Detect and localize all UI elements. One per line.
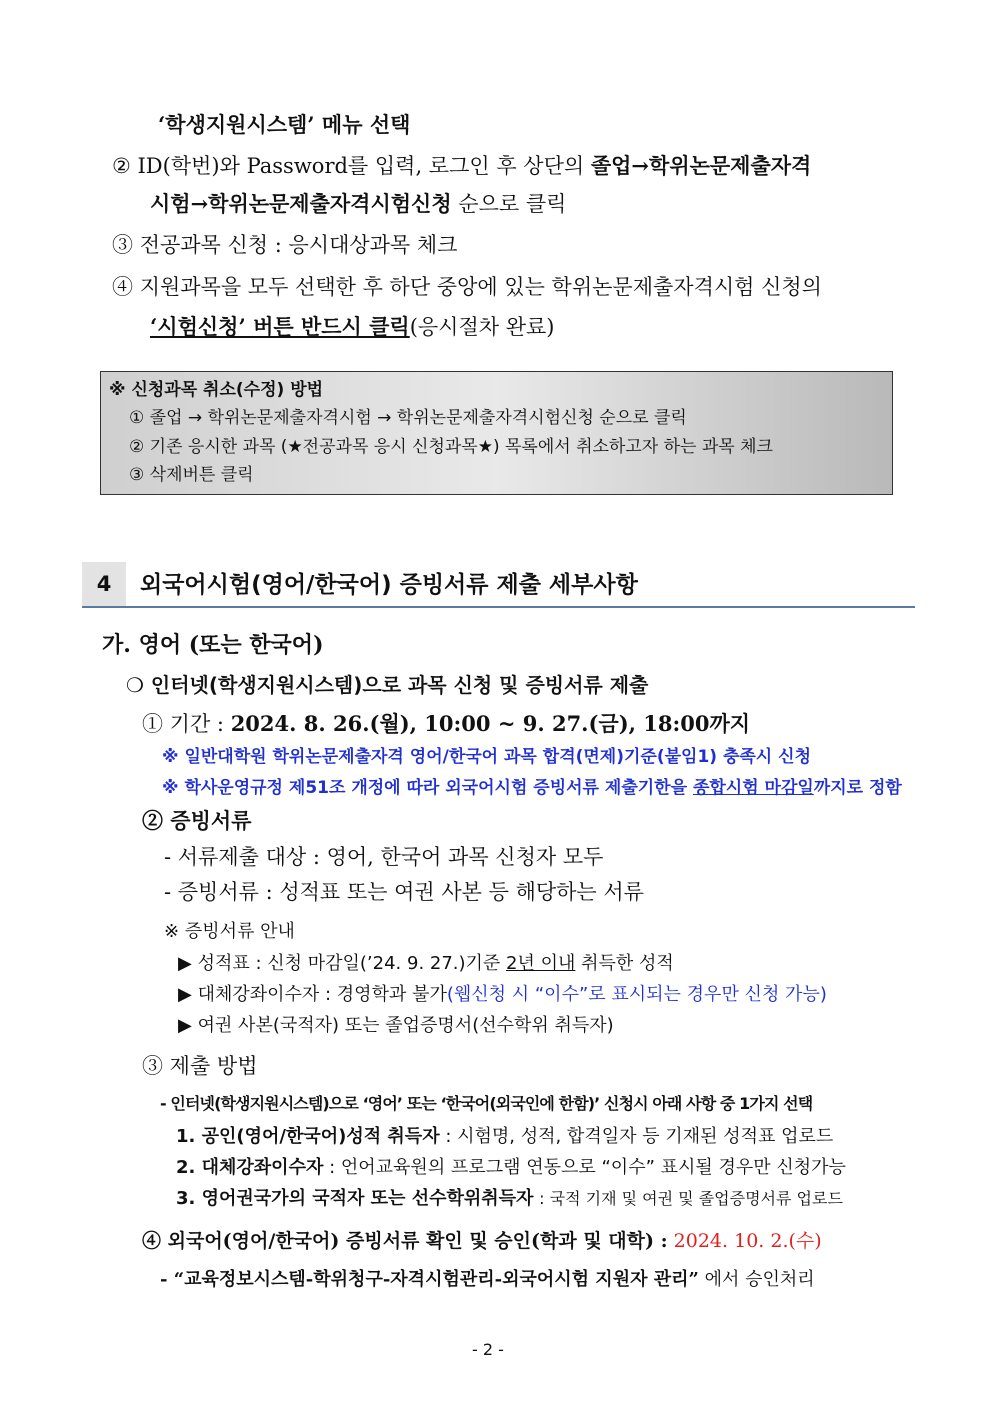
step3-number: ③ — [112, 233, 133, 257]
period-line — [142, 710, 750, 738]
docs-kind: - 증빙서류 : 성적표 또는 여권 사본 등 해당하는 서류 — [164, 880, 644, 904]
step2-text-a: ID(학번)와 Password를 입력, 로그인 후 상단의 — [137, 154, 585, 178]
method-3-b: : 국적 기재 및 여권 및 졸업증명서류 업로드 — [539, 1189, 843, 1208]
method-1-a: 1. 공인(영어/한국어)성적 취득자 — [176, 1126, 440, 1147]
confirm-desc — [160, 1266, 815, 1294]
step2-line2 — [150, 190, 566, 218]
confirm-line — [142, 1227, 822, 1255]
note-criteria: ※ 일반대학원 학위논문제출자격 영어/한국어 과목 합격(면제)기준(붙임1) 충족시 신청 — [162, 747, 811, 767]
note-regulation-a: ※ 학사운영규정 제51조 개정에 따라 외국어시험 증빙서류 제출기한을 — [162, 778, 688, 798]
method-2-a: 2. 대체강좌이수자 — [176, 1157, 324, 1178]
method-2-b: : 언어교육원의 프로그램 연동으로 “이수” 표시될 경우만 신청가능 — [329, 1157, 846, 1178]
step4-number: ④ — [112, 275, 133, 299]
step2-line1 — [112, 152, 811, 180]
method-1-b: : 시험명, 성적, 합격일자 등 기재된 성적표 업로드 — [445, 1126, 834, 1147]
note-box-line1: ① 졸업 → 학위논문제출자격시험 → 학위논문제출자격시험신청 순으로 클릭 — [129, 408, 687, 428]
docs-heading: ② 증빙서류 — [142, 808, 252, 833]
note-box-title: ※ 신청과목 취소(수정) 방법 — [109, 380, 324, 400]
step4-text-a: 지원과목을 모두 선택한 후 하단 중앙에 있는 학위논문제출자격시험 신청의 — [139, 275, 822, 299]
note-regulation — [162, 774, 902, 802]
guide-2-b: (웹신청 시 “이수”로 표시되는 경우만 신청 가능) — [446, 984, 827, 1005]
method-heading: ③ 제출 방법 — [142, 1054, 258, 1078]
note-regulation-b: 종합시험 마감일 — [692, 778, 814, 798]
step2-text-d: 순으로 클릭 — [458, 192, 567, 216]
step4-line2 — [150, 313, 554, 341]
step4-text-b: ‘시험신청’ 버튼 반드시 클릭 — [150, 314, 410, 339]
step3-text: 전공과목 신청 : 응시대상과목 체크 — [139, 233, 458, 257]
method-3-a: 3. 영어권국가의 국적자 또는 선수학위취득자 — [176, 1188, 534, 1209]
sub-a-heading: 가. 영어 (또는 한국어) — [102, 632, 324, 658]
step3-line — [112, 231, 457, 259]
guide-1-c: 취득한 성적 — [581, 953, 674, 974]
page-number: - 2 - — [472, 1340, 504, 1359]
note-box-line2: ② 기존 응시한 과목 (★전공과목 응시 신청과목★) 목록에서 취소하고자 하는 과목 체크 — [129, 437, 773, 457]
confirm-desc-a: - “교육정보시스템-학위청구-자격시험관리-외국어시험 지원자 관리” — [160, 1269, 699, 1290]
circle-item: ❍ 인터넷(학생지원시스템)으로 과목 신청 및 증빙서류 제출 — [126, 673, 649, 697]
step2-number: ② — [112, 154, 131, 178]
period-label: ① 기간 : — [142, 712, 224, 736]
note-box-line3: ③ 삭제버튼 클릭 — [129, 465, 254, 485]
section-number: 4 — [82, 562, 126, 606]
method-item-2 — [176, 1154, 846, 1182]
method-desc: - 인터넷(학생지원시스템)으로 ‘영어’ 또는 ‘한국어(외국인에 한함)’ 신청시 아래 사항 중 1가지 선택 — [160, 1094, 813, 1113]
method-item-1 — [176, 1123, 833, 1151]
docs-target: - 서류제출 대상 : 영어, 한국어 과목 신청자 모두 — [164, 845, 604, 869]
step4-text-c: (응시절차 완료) — [409, 315, 555, 339]
period-value: 2024. 8. 26.(월), 10:00 ~ 9. 27.(금), 18:00까지 — [230, 711, 751, 736]
step2-text-c: 시험→학위논문제출자격시험신청 — [150, 191, 452, 216]
section-divider — [82, 606, 915, 608]
guide-item-2 — [178, 981, 827, 1009]
guide-2-a: ▶ 대체강좌이수자 : 경영학과 불가 — [178, 984, 447, 1005]
method-item-3 — [176, 1185, 843, 1213]
step4-line1 — [112, 273, 822, 301]
guide-1-a: ▶ 성적표 : 신청 마감일(’24. 9. 27.)기준 — [178, 953, 501, 974]
note-regulation-c: 까지로 정함 — [813, 778, 902, 798]
section-title: 외국어시험(영어/한국어) 증빙서류 제출 세부사항 — [140, 572, 638, 598]
confirm-text: ④ 외국어(영어/한국어) 증빙서류 확인 및 승인(학과 및 대학) : — [142, 1230, 668, 1252]
confirm-desc-b: 에서 승인처리 — [704, 1269, 815, 1290]
guide-1-b: 2년 이내 — [506, 953, 576, 974]
guide-item-1 — [178, 950, 674, 978]
cancel-method-note-box — [100, 371, 893, 495]
step1-continuation — [158, 111, 410, 139]
confirm-date: 2024. 10. 2.(수) — [673, 1230, 822, 1252]
step2-text-b: 졸업→학위논문제출자격 — [590, 153, 812, 178]
guide-title: ※ 증빙서류 안내 — [164, 921, 295, 942]
step1-text: ‘학생지원시스템’ 메뉴 선택 — [158, 112, 411, 137]
guide-item-3: ▶ 여권 사본(국적자) 또는 졸업증명서(선수학위 취득자) — [178, 1015, 614, 1036]
